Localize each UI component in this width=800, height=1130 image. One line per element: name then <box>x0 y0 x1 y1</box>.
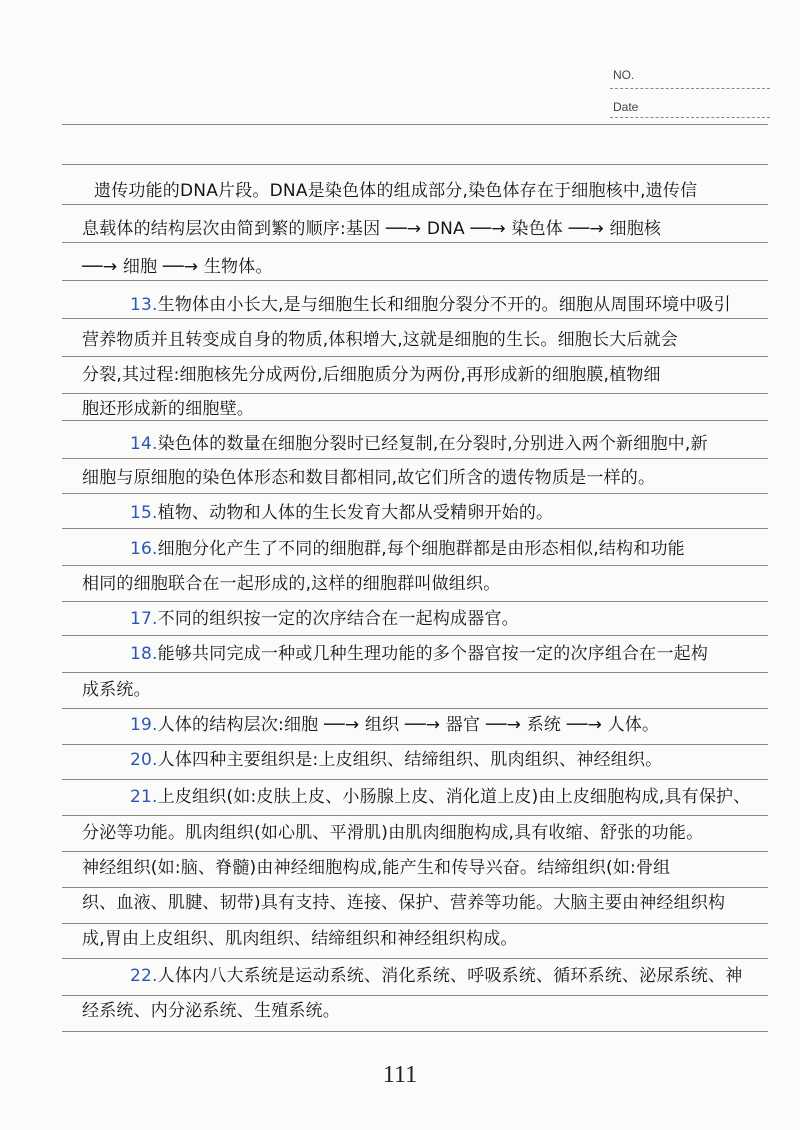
text-line: 胞还形成新的细胞壁。 <box>82 399 254 419</box>
ruled-line <box>62 493 768 494</box>
text-line: 20.人体四种主要组织是:上皮组织、结缔组织、肌肉组织、神经组织。 <box>130 750 663 770</box>
text-line: 细胞与原细胞的染色体形态和数目都相同,故它们所含的遗传物质是一样的。 <box>82 468 656 488</box>
text-line: 息载体的结构层次由简到繁的顺序:基因 ──→ DNA ──→ 染色体 ──→ 细胞核 <box>82 219 662 239</box>
ruled-line <box>62 779 768 780</box>
ruled-line <box>62 1031 768 1032</box>
ruled-line <box>62 356 768 357</box>
text-line: 神经组织(如:脑、脊髓)由神经细胞构成,能产生和传导兴奋。结缔组织(如:骨组 <box>82 858 671 878</box>
text-line: 21.上皮组织(如:皮肤上皮、小肠腺上皮、消化道上皮)由上皮细胞构成,具有保护、 <box>130 787 751 807</box>
text-line: 19.人体的结构层次:细胞 ──→ 组织 ──→ 器官 ──→ 系统 ──→ 人体。 <box>130 715 660 735</box>
text-line: 遗传功能的DNA片段。DNA是染色体的组成部分,染色体存在于细胞核中,遗传信 <box>94 181 698 201</box>
ruled-line <box>62 601 768 602</box>
text-line: 成,胃由上皮组织、肌肉组织、结缔组织和神经组织构成。 <box>82 929 518 949</box>
text-line: ──→ 细胞 ──→ 生物体。 <box>82 257 273 277</box>
text-line: 成系统。 <box>82 680 151 700</box>
ruled-line <box>62 124 768 125</box>
ruled-line <box>62 164 768 165</box>
ruled-line <box>62 923 768 924</box>
header-date-label: Date <box>613 100 639 114</box>
header-no-label: NO. <box>613 68 635 82</box>
ruled-line <box>62 635 768 636</box>
header-no-line <box>610 88 770 89</box>
text-line: 相同的细胞联合在一起形成的,这样的细胞群叫做组织。 <box>82 574 501 594</box>
ruled-line <box>62 280 768 281</box>
ruled-line <box>62 393 768 394</box>
text-line: 14.染色体的数量在细胞分裂时已经复制,在分裂时,分别进入两个新细胞中,新 <box>130 434 708 454</box>
ruled-line <box>62 565 768 566</box>
ruled-line <box>62 204 768 205</box>
ruled-line <box>62 851 768 852</box>
text-line: 18.能够共同完成一种或几种生理功能的多个器官按一定的次序组合在一起构 <box>130 644 709 664</box>
ruled-line <box>62 528 768 529</box>
text-line: 17.不同的组织按一定的次序结合在一起构成器官。 <box>130 609 519 629</box>
ruled-line <box>62 672 768 673</box>
header-date-line <box>610 117 770 118</box>
text-line: 营养物质并且转变成自身的物质,体积增大,这就是细胞的生长。细胞长大后就会 <box>82 330 679 350</box>
text-line: 经系统、内分泌系统、生殖系统。 <box>82 1001 340 1021</box>
text-line: 13.生物体由小长大,是与细胞生长和细胞分裂分不开的。细胞从周围环境中吸引 <box>130 295 731 315</box>
text-line: 织、血液、肌腱、韧带)具有支持、连接、保护、营养等功能。大脑主要由神经组织构 <box>82 893 726 913</box>
text-line: 分裂,其过程:细胞核先分成两份,后细胞质分为两份,再形成新的细胞膜,植物细 <box>82 365 661 385</box>
text-line: 16.细胞分化产生了不同的细胞群,每个细胞群都是由形态相似,结构和功能 <box>130 539 685 559</box>
ruled-line <box>62 887 768 888</box>
ruled-line <box>62 995 768 996</box>
ruled-line <box>62 815 768 816</box>
ruled-line <box>62 458 768 459</box>
ruled-line <box>62 744 768 745</box>
ruled-line <box>62 242 768 243</box>
ruled-line <box>62 708 768 709</box>
ruled-line <box>62 420 768 421</box>
text-line: 22.人体内八大系统是运动系统、消化系统、呼吸系统、循环系统、泌尿系统、神 <box>130 966 743 986</box>
text-line: 分泌等功能。肌肉组织(如心肌、平滑肌)由肌肉细胞构成,具有收缩、舒张的功能。 <box>82 823 704 843</box>
page-number: 111 <box>382 1062 418 1088</box>
ruled-line <box>62 318 768 319</box>
text-line: 15.植物、动物和人体的生长发育大都从受精卵开始的。 <box>130 503 554 523</box>
ruled-line <box>62 958 768 959</box>
